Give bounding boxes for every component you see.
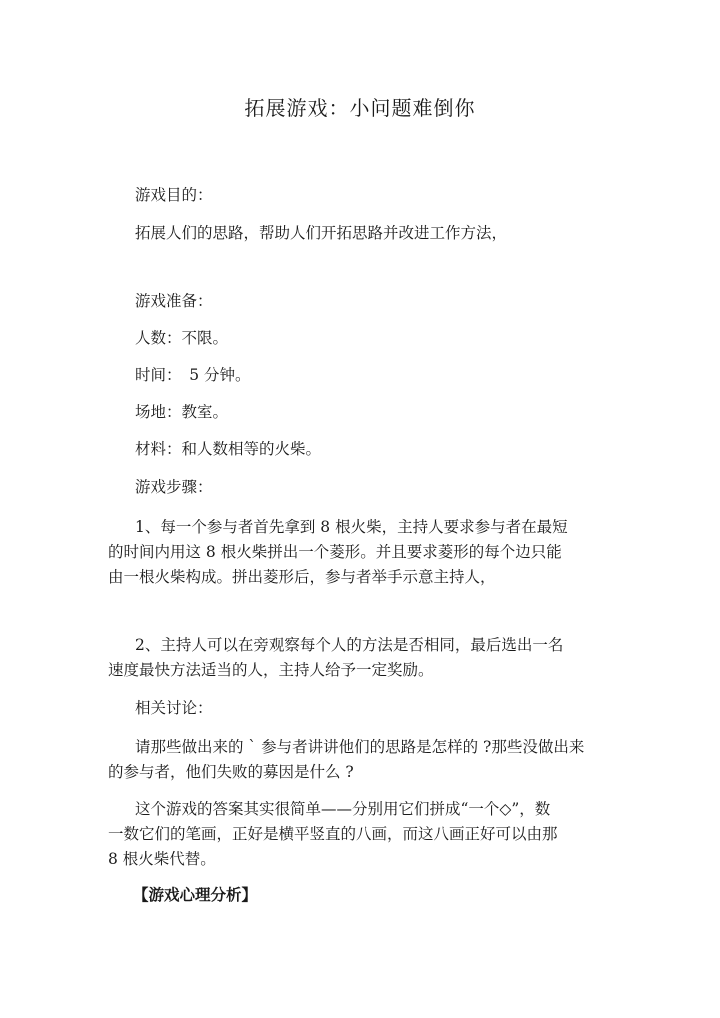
step1-line-2: 的时间内用这 8 根火柴拼出一个菱形。并且要求菱形的每个边只能 bbox=[108, 543, 562, 561]
discussion-heading: 相关讨论： bbox=[135, 699, 213, 717]
answer-line-2: 一数它们的笔画，正好是横平竖直的八画，而这八画正好可以由那 bbox=[108, 825, 558, 843]
step2-line-2: 速度最快方法适当的人，主持人给予一定奖励。 bbox=[108, 661, 434, 679]
prep-heading: 游戏准备： bbox=[135, 292, 213, 310]
step1-line-3: 由一根火柴构成。拼出菱形后，参与者举手示意主持人， bbox=[108, 568, 496, 586]
prep-place: 场地：教室。 bbox=[135, 403, 229, 421]
answer-line-3: 8 根火柴代替。 bbox=[108, 850, 216, 868]
steps-heading: 游戏步骤： bbox=[135, 478, 213, 496]
prep-time: 时间： 5 分钟。 bbox=[135, 366, 251, 384]
analysis-heading: 【游戏心理分析】 bbox=[133, 885, 258, 904]
discussion-line-1: 请那些做出来的 ` 参与者讲讲他们的思路是怎样的 ?那些没做出来 bbox=[135, 738, 585, 756]
step2-line-1: 2、主持人可以在旁观察每个人的方法是否相同，最后选出一名 bbox=[135, 636, 564, 654]
answer-line-1: 这个游戏的答案其实很简单——分别用它们拼成“一个◇”，数 bbox=[135, 800, 551, 818]
prep-material: 材料：和人数相等的火柴。 bbox=[135, 440, 322, 458]
document-title: 拓展游戏：小问题难倒你 bbox=[244, 96, 476, 120]
purpose-text: 拓展人们的思路，帮助人们开拓思路并改进工作方法， bbox=[135, 224, 508, 242]
prep-people: 人数：不限。 bbox=[135, 329, 229, 347]
discussion-line-2: 的参与者，他们失败的募因是什么 ? bbox=[108, 763, 354, 781]
purpose-heading: 游戏目的： bbox=[135, 186, 213, 204]
step1-line-1: 1、每一个参与者首先拿到 8 根火柴，主持人要求参与者在最短 bbox=[135, 518, 568, 536]
